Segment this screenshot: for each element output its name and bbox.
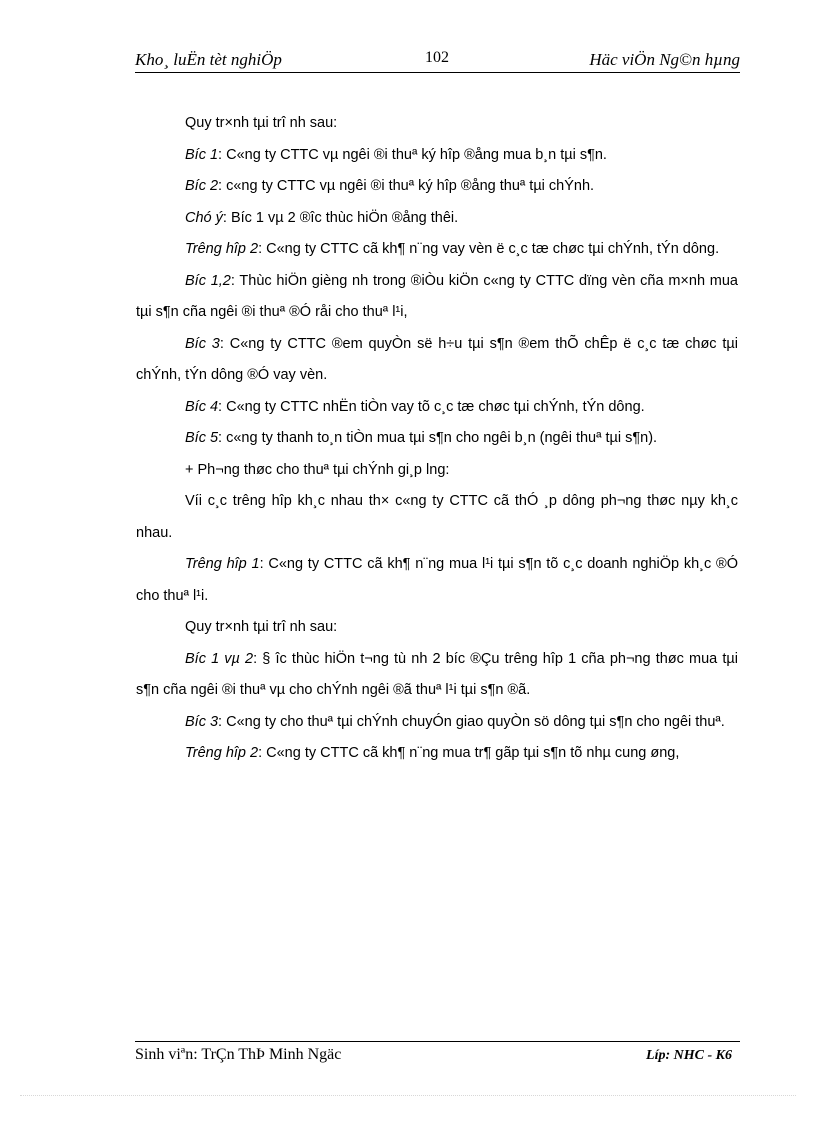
paragraph: Bíc 1: C«ng ty CTTC vµ ngêi ®i thuª ký hîp ®ång mua b¸n tµi s¶n. bbox=[185, 146, 607, 163]
paragraph: Quy tr×nh tµi trî nh sau: bbox=[185, 619, 338, 635]
paragraph: Trêng hîp 2: C«ng ty CTTC cã kh¶ n¨ng vay vèn ë c¸c tæ chøc tµi chÝnh, tÝn dông. bbox=[185, 241, 720, 257]
paragraph: Bíc 5: c«ng ty thanh to¸n tiÒn mua tµi s¶n cho ngêi b¸n (ngêi thuª tµi s¶n). bbox=[185, 430, 658, 446]
paragraph: Bíc 1 vµ 2: § îc thùc hiÖn t¬ng tù nh 2 bíc ®Çu trêng hîp 1 cña ph¬ng thøc mua tµi s¶n cña ngêi ®i thuª vµ cho chÝnh ngêi ®ã thuª l¹i tµi s¶n ®ã. bbox=[136, 650, 738, 698]
paragraph: Quy tr×nh tµi trî nh sau: bbox=[185, 115, 338, 131]
footer-class: Líp: NHC - K6 bbox=[646, 1048, 732, 1063]
body-text bbox=[136, 108, 738, 770]
page-footer bbox=[135, 1041, 740, 1072]
paragraph: Bíc 3: C«ng ty CTTC ®em quyÒn së h÷u tµi s¶n ®em thÕ chÊp ë c¸c tæ chøc tµi chÝnh, tÝn dông ®Ó vay vèn. bbox=[136, 335, 738, 383]
paragraph: Trêng hîp 2: C«ng ty CTTC cã kh¶ n¨ng mua tr¶ gãp tµi s¶n tõ nhµ cung øng, bbox=[185, 745, 680, 761]
paragraph: + Ph¬ng thøc cho thuª tµi chÝnh gi¸p lng: bbox=[185, 461, 450, 478]
paragraph: Bíc 2: c«ng ty CTTC vµ ngêi ®i thuª ký hîp ®ång thuª tµi chÝnh. bbox=[185, 178, 595, 194]
page-edge-divider bbox=[20, 1095, 796, 1096]
paragraph: Bíc 4: C«ng ty CTTC nhËn tiÒn vay tõ c¸c tæ chøc tµi chÝnh, tÝn dông. bbox=[185, 398, 645, 415]
paragraph: Trêng hîp 1: C«ng ty CTTC cã kh¶ n¨ng mua l¹i tµi s¶n tõ c¸c doanh nghiÖp kh¸c ®Ó cho thuª l¹i. bbox=[136, 556, 738, 604]
page-number: 102 bbox=[425, 49, 449, 66]
paragraph: Bíc 3: C«ng ty cho thuª tµi chÝnh chuyÓn giao quyÒn sö dông tµi s¶n cho ngêi thuª. bbox=[185, 713, 725, 730]
paragraph: Chó ý: Bíc 1 vµ 2 ®îc thùc hiÖn ®ång thêi. bbox=[185, 209, 459, 226]
paragraph: Víi c¸c trêng hîp kh¸c nhau th× c«ng ty CTTC cã thÓ ¸p dông ph¬ng thøc nµy kh¸c nhau. bbox=[136, 493, 738, 541]
page-header bbox=[135, 48, 740, 73]
header-thesis-title: Kho¸ luËn tèt nghiÖp bbox=[135, 50, 282, 69]
paragraph: Bíc 1,2: Thùc hiÖn gièng nh trong ®iÒu kiÖn c«ng ty CTTC dïng vèn cña m×nh mua tµi s¶n cña ngêi ®i thuª ®Ó råi cho thuª l¹i, bbox=[136, 272, 738, 320]
footer-student-name: Sinh viªn: TrÇn ThÞ Minh Ngäc bbox=[135, 1046, 342, 1063]
header-institution: Häc viÖn Ng©n hµng bbox=[589, 50, 740, 69]
